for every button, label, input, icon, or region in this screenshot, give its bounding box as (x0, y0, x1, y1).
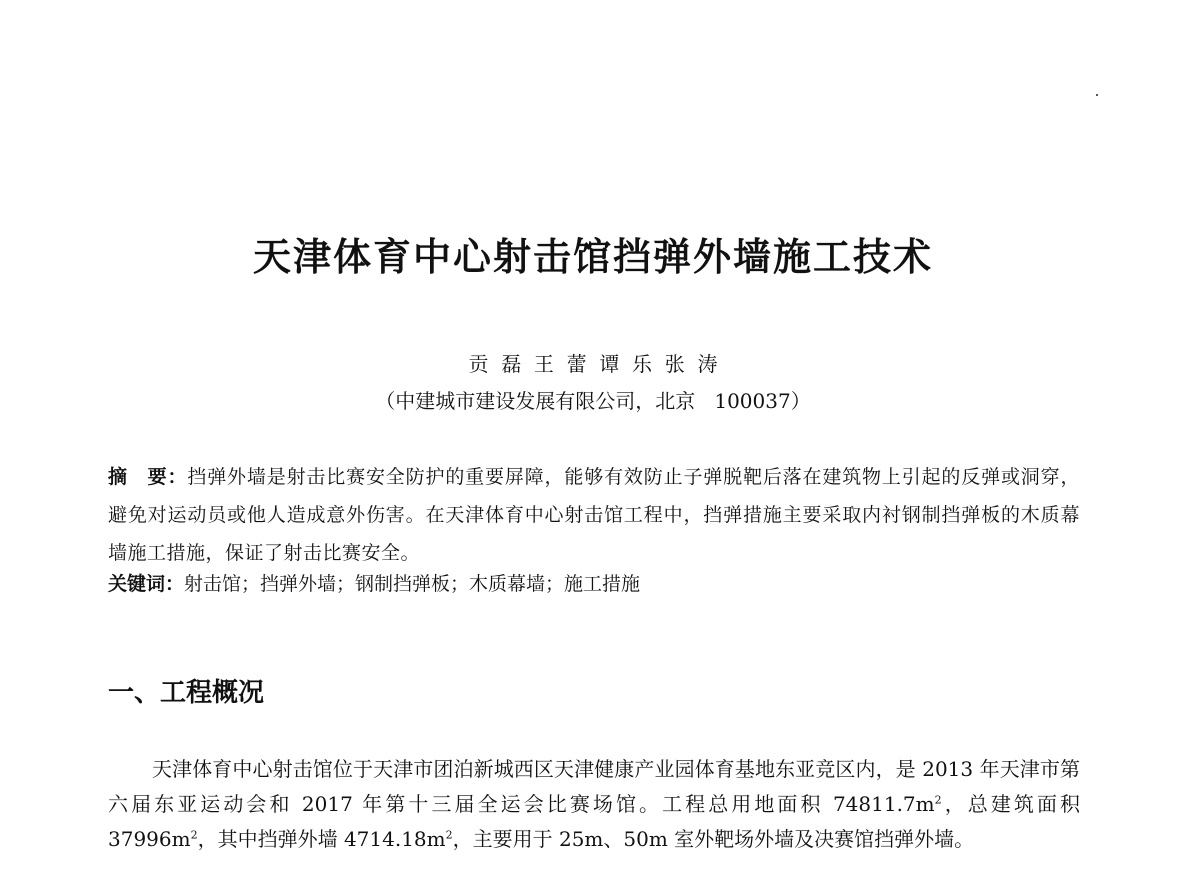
scan-speck (1096, 94, 1098, 96)
keywords (108, 566, 1080, 602)
paragraph-text-part: ，其中挡弹外墙 4714.18m (197, 827, 446, 851)
author-affiliation: （中建城市建设发展有限公司，北京 100037） (375, 389, 811, 413)
abstract-text: 挡弹外墙是射击比赛安全防护的重要屏障，能够有效防止子弹脱靶后落在建筑物上引起的反弹或洞穿，避免对运动员或他人造成意外伤害。在天津体育中心射击馆工程中，挡弹措施主要采取内衬钢制挡弹板的木质幕墙施工措施，保证了射击比赛安全。 (108, 466, 1080, 564)
paragraph-text-part: 天津体育中心射击馆位于天津市团泊新城西区天津健康产业园体育基地东亚竞区内，是 2013 年天津市第六届东亚运动会和 2017 年第十三届全运会比赛场馆。工程总用地面积 74811.7m (108, 757, 1080, 816)
paper-title: 天津体育中心射击馆挡弹外墙施工技术 (252, 235, 933, 279)
abstract (108, 458, 1080, 572)
paragraph-text-part: ，主要用于 25m、50m 室外靶场外墙及决赛馆挡弹外墙。 (452, 827, 975, 851)
body-paragraph (108, 752, 1080, 857)
author-list: 贡 磊 王 蕾 谭 乐 张 涛 (468, 352, 718, 376)
superscript: 2 (934, 793, 942, 807)
superscript: 2 (445, 828, 453, 842)
keywords-label: 关键词： (108, 573, 185, 595)
keywords-text: 射击馆；挡弹外墙；钢制挡弹板；木质幕墙；施工措施 (184, 573, 641, 595)
superscript: 2 (190, 828, 198, 842)
section-heading: 一、工程概况 (108, 678, 265, 708)
abstract-label: 摘 要： (108, 466, 188, 488)
paragraph-text-part: ，总建筑面积 37996m (108, 792, 1081, 851)
